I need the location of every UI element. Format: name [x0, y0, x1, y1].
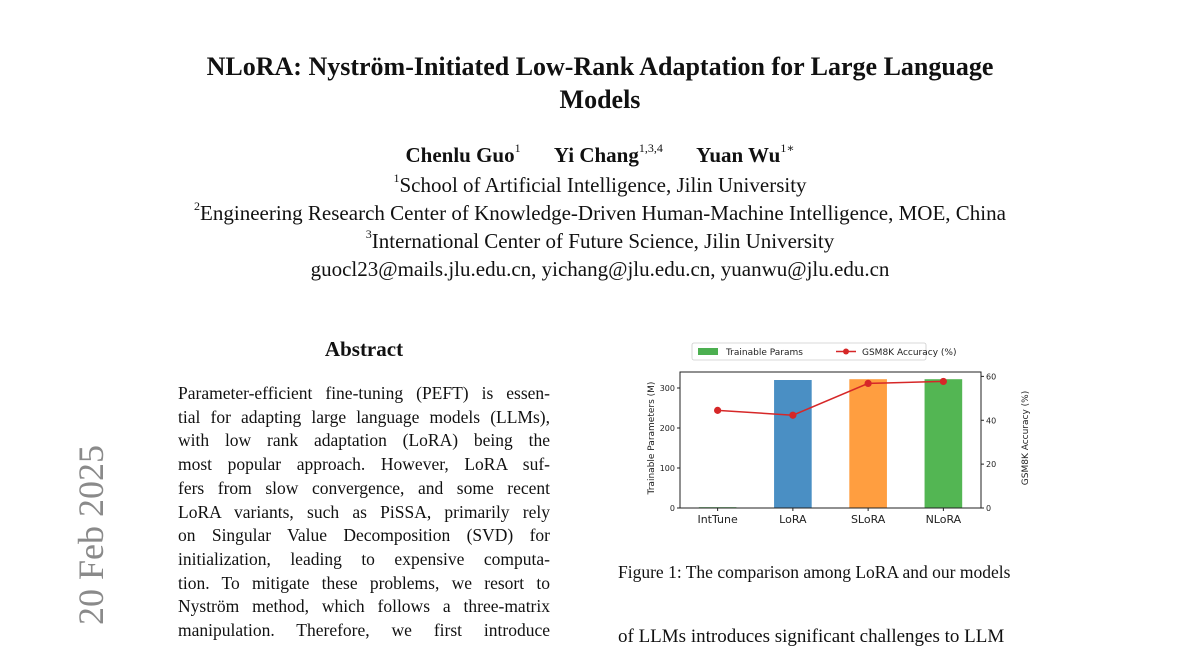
author-list: [0, 143, 1200, 168]
chart-legend: [692, 343, 956, 360]
legend-label-params: Trainable Params: [726, 348, 803, 358]
y-tick-label: 100: [659, 464, 675, 473]
body-text-line: of LLMs introduces significant challenges to LLM: [618, 626, 1005, 647]
abstract-line: fers from slow convergence, and some recent: [178, 477, 550, 498]
bar-lora: [774, 380, 812, 508]
accuracy-point-nlora: [940, 378, 947, 385]
abstract-line: most popular approach. However, LoRA suf-: [178, 454, 550, 475]
comparison-chart: [640, 338, 1031, 538]
x-tick-label: SLoRA: [850, 513, 886, 526]
arxiv-side-stamp: 20 Feb 2025: [71, 445, 111, 625]
affiliation-2: $^2$Engineering Research Center of Knowledge-Driven Human-Machine Intelligence, MOE, China: [194, 199, 1006, 225]
x-tick-label: NLoRA: [925, 513, 962, 526]
y-tick-label-right: 60: [986, 372, 997, 382]
y-axis-label-right: GSM8K Accuracy (%): [1021, 390, 1031, 486]
y-tick-label: 0: [669, 504, 675, 513]
abstract-line: tial for adapting large language models (LLMs),: [178, 406, 550, 427]
affiliation-1: $^1$School of Artificial Intelligence, Jilin University: [393, 171, 807, 197]
accuracy-point-inttune: [714, 407, 721, 414]
abstract-line: Nyström method, which follows a three-matrix: [178, 596, 550, 617]
paper-title: [140, 50, 1060, 116]
abstract-line: Parameter-efficient fine-tuning (PEFT) is essen-: [178, 383, 550, 403]
legend-marker-accuracy: [843, 349, 849, 355]
accuracy-point-slora: [865, 380, 872, 387]
abstract-line: manipulation. Therefore, we first introduce: [178, 620, 550, 641]
plot-area: [660, 372, 996, 526]
x-tick-label: IntTune: [697, 513, 738, 526]
author-emails: guocl23@mails.jlu.edu.cn, yichang@jlu.edu.cn, yuanwu@jlu.edu.cn: [310, 257, 890, 281]
abstract-heading: Abstract: [324, 337, 404, 361]
y-tick-label: 200: [659, 424, 675, 433]
abstract-line: with low rank adaptation (LoRA) being the: [178, 430, 550, 451]
figure-caption: Figure 1: The comparison among LoRA and our models: [618, 562, 1011, 582]
abstract-body: [178, 382, 550, 643]
abstract-line: initialization, leading to expensive computa-: [178, 548, 550, 569]
abstract-line: tion. To mitigate these problems, we resort to: [178, 572, 550, 593]
author-2: Yi Chang$^{1,3,4}$: [553, 141, 663, 167]
title-line-2: Models: [559, 85, 641, 114]
author-1: Chenlu Guo$^1$: [405, 141, 521, 167]
bar-slora: [849, 379, 887, 508]
legend-swatch-params: [698, 348, 718, 355]
y-axis-label: Trainable Parameters (M): [647, 381, 657, 495]
y-tick-label-right: 0: [986, 504, 992, 513]
x-tick-label: LoRA: [779, 513, 807, 526]
abstract-line: on Singular Value Decomposition (SVD) for: [178, 525, 550, 546]
bar-nlora: [925, 379, 963, 508]
affiliation-3: $^3$International Center of Future Science, Jilin University: [365, 227, 835, 253]
y-tick-label-right: 20: [986, 460, 997, 470]
accuracy-point-lora: [789, 412, 796, 419]
figure-1: [640, 338, 1031, 538]
title-line-1: NLoRA: Nyström-Initiated Low-Rank Adaptation for Large Language: [206, 52, 994, 81]
y-tick-label-right: 40: [986, 416, 997, 426]
abstract-line: LoRA variants, such as PiSSA, primarily rely: [178, 501, 550, 522]
accuracy-line: [718, 381, 944, 415]
y-tick-label: 300: [659, 384, 675, 393]
author-3: Yuan $Wu^{1∗}$: [696, 141, 795, 167]
legend-label-accuracy: GSM8K Accuracy (%): [862, 348, 957, 358]
